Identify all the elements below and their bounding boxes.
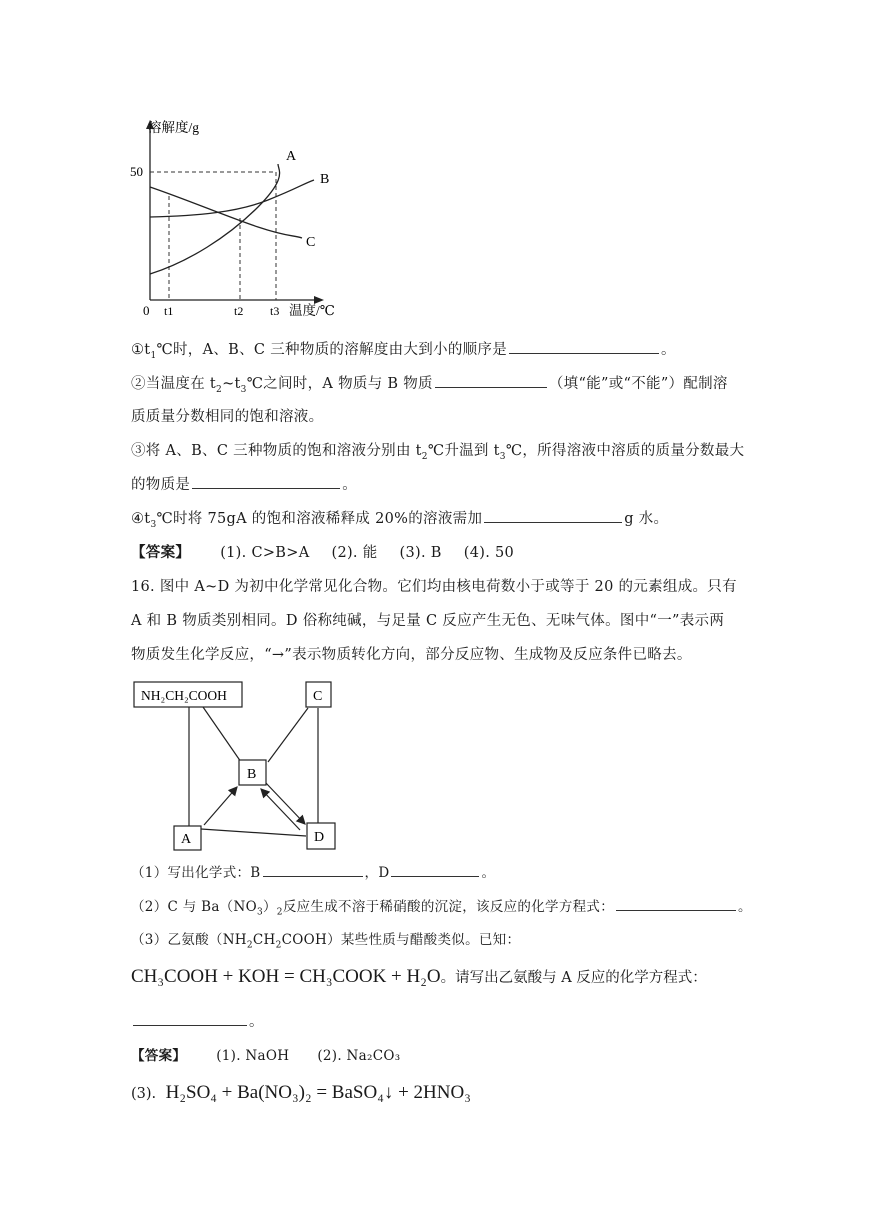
x-tick-t1: t1 [164,304,174,318]
q15-part4-blank[interactable] [484,508,622,523]
q15-part2-line2: 质质量分数相同的饱和溶液。 [131,409,324,425]
q15-part3-blank[interactable] [192,474,340,489]
q15-part3: ③将 A、B、C 三种物质的饱和溶液分别由 $t_2℃$升温到 $t_3℃$，所得溶液中溶质的质量分数最大 [131,443,745,462]
q16-answer: 【答案】 (1). NaOH (2). Na₂CO₃ [131,1048,401,1064]
q16-intro-line2: A 和 B 物质类别相同。D 俗称纯碱，与足量 C 反应产生无色、无味气体。图中“一”表示两 [131,613,725,629]
arrow-a-to-b [204,787,237,825]
q16-part2-blank[interactable] [616,896,736,911]
q15-answer: 【答案】 (1). C>B>A (2). 能 (3). B (4). 50 [131,544,515,561]
q15-part1: $①t_1℃$时，A、B、C 三种物质的溶解度由大到小的顺序是 。 [131,339,676,367]
q15-part2-blank[interactable] [435,373,547,388]
q16-intro-line1: 16. 图中 A~D 为初中化学常见化合物。它们均由核电荷数小于或等于 20 的元素组成。只有 [131,579,737,595]
box-c-label: C [313,689,323,704]
curve-label-a: A [286,149,297,164]
box-d-label: D [314,830,325,845]
q16-known-equation: CH₃COOH + KOH = CH₃COOK + H₂O。请写出乙氨酸与 A 反应的化学方程式： [131,966,707,987]
q16-part3-answer-line: 。 [131,1011,264,1033]
box-glycine-label: NH₂CH₂COOH [141,688,227,703]
q16-intro-line3: 物质发生化学反应，“→”表示物质转化方向，部分反应物、生成物及反应条件已略去。 [131,647,692,663]
curve-label-c: C [306,235,316,250]
x-axis-label: 温度/℃ [289,303,335,318]
arrow-b-to-d [265,782,305,824]
q16-part3-blank[interactable] [133,1011,247,1026]
curve-b [150,180,314,217]
q15-part1-blank[interactable] [509,339,659,354]
line-glycine-b [203,707,241,762]
arrow-d-to-b [261,789,300,830]
x-tick-t2: t2 [234,304,244,318]
line-a-d [201,829,306,836]
q16-answer3: (3). H₂SO₄ + Ba(NO₃)₂ = BaSO₄↓ + 2HNO₃ [131,1082,471,1103]
x-tick-t3: t3 [270,304,280,318]
q16-part3: （3）乙氨酸$(NH_2CH_2COOH)$某些性质与醋酸类似。已知： [131,932,521,951]
curve-c [150,187,302,238]
origin-label: 0 [143,303,150,318]
line-c-b [268,708,308,762]
box-b-label: B [247,767,257,782]
reaction-diagram [128,676,348,854]
q16-part2: （2）C 与 $Ba(NO_3)_2$反应生成不溶于稀硝酸的沉淀，该反应的化学方程式： 。 [131,896,752,924]
y-axis-label: 溶解度/g [148,120,200,135]
y-tick-50: 50 [130,164,143,179]
q15-part4: $④t_3℃$时将 75gA 的饱和溶液稀释成 20%的溶液需加 g 水。 [131,508,668,536]
q15-part2: ②当温度在 $t_2\sim t_3℃$之间时，A 物质与 B 物质 （填“能”或“不能”）配制溶 [131,373,728,401]
box-a-label: A [181,832,192,847]
curve-label-b: B [320,172,330,187]
q16-equation-tail: 。请写出乙氨酸与 A 反应的化学方程式： [440,970,707,986]
q16-part1: （1）写出化学式：B ，D 。 [131,862,495,884]
q16-part1-blank-b[interactable] [263,862,363,877]
q15-part3-line2: 的物质是 。 [131,474,357,496]
solubility-graph [128,112,348,322]
q16-answer3-equation: H₂SO₄ + Ba(NO₃)₂ = BaSO₄↓ + 2HNO₃ [165,1082,471,1103]
q16-part1-blank-d[interactable] [391,862,479,877]
